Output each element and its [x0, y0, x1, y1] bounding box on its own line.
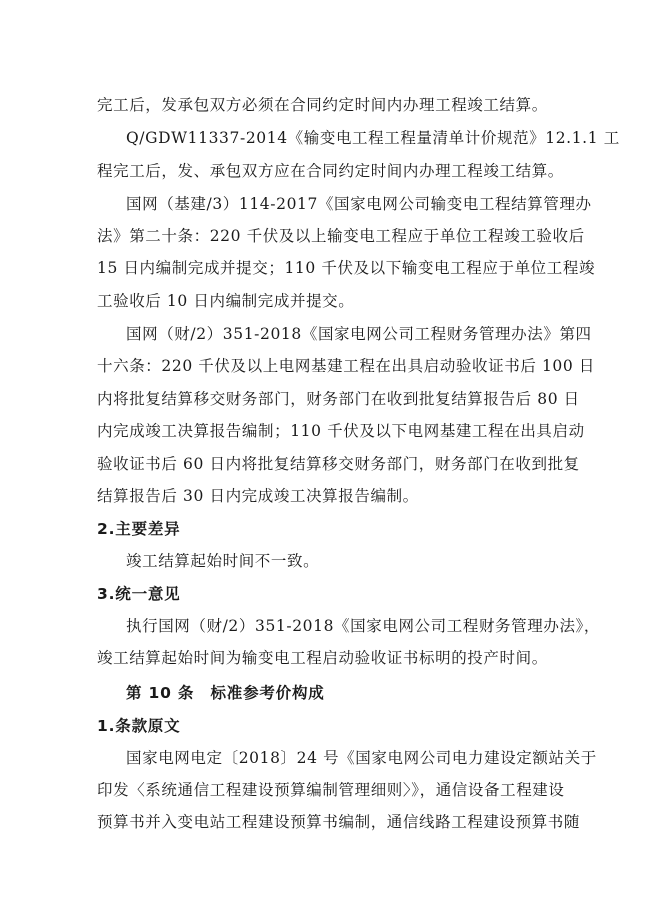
- text-line: 法》第二十条：220 千伏及以上输变电工程应于单位工程竣工验收后: [97, 227, 585, 245]
- text-line: 内完成竣工决算报告编制；110 千伏及以下电网基建工程在出具启动: [97, 422, 585, 440]
- text-line: 国家电网电定〔2018〕24 号《国家电网公司电力建设定额站关于: [126, 749, 597, 767]
- text-line: 程完工后，发、承包双方应在合同约定时间内办理工程竣工结算。: [97, 162, 564, 180]
- article-title: 第 10 条 标准参考价构成: [126, 684, 325, 702]
- text-line: 结算报告后 30 日内完成竣工决算报告编制。: [97, 487, 419, 505]
- section-heading: 3.统一意见: [97, 585, 181, 603]
- text-line: 竣工结算起始时间不一致。: [126, 552, 320, 570]
- text-line: 国网（基建/3）114-2017《国家电网公司输变电工程结算管理办: [126, 195, 592, 213]
- text-line: 执行国网（财/2）351-2018《国家电网公司工程财务管理办法》，: [126, 617, 601, 635]
- text-line: 竣工结算起始时间为输变电工程启动验收证书标明的投产时间。: [97, 649, 548, 667]
- text-line: 国网（财/2）351-2018《国家电网公司工程财务管理办法》第四: [126, 325, 592, 343]
- section-heading: 1.条款原文: [97, 717, 181, 735]
- text-line: 15 日内编制完成并提交；110 千伏及以下输变电工程应于单位工程竣: [97, 259, 596, 277]
- section-heading: 2.主要差异: [97, 520, 181, 538]
- text-line: 完工后，发承包双方必须在合同约定时间内办理工程竣工结算。: [97, 96, 548, 114]
- text-line: 内将批复结算移交财务部门，财务部门在收到批复结算报告后 80 日: [97, 390, 580, 408]
- text-line: 印发〈系统通信工程建设预算编制管理细则〉》，通信设备工程建设: [97, 781, 565, 799]
- text-line: Q/GDW11337-2014《输变电工程工程量清单计价规范》12.1.1 工: [126, 129, 620, 147]
- text-line: 预算书并入变电站工程建设预算书编制，通信线路工程建设预算书随: [97, 813, 581, 831]
- text-line: 十六条：220 千伏及以上电网基建工程在出具启动验收证书后 100 日: [97, 357, 595, 375]
- text-line: 验收证书后 60 日内将批复结算移交财务部门，财务部门在收到批复: [97, 455, 580, 473]
- text-line: 工验收后 10 日内编制完成并提交。: [97, 292, 355, 310]
